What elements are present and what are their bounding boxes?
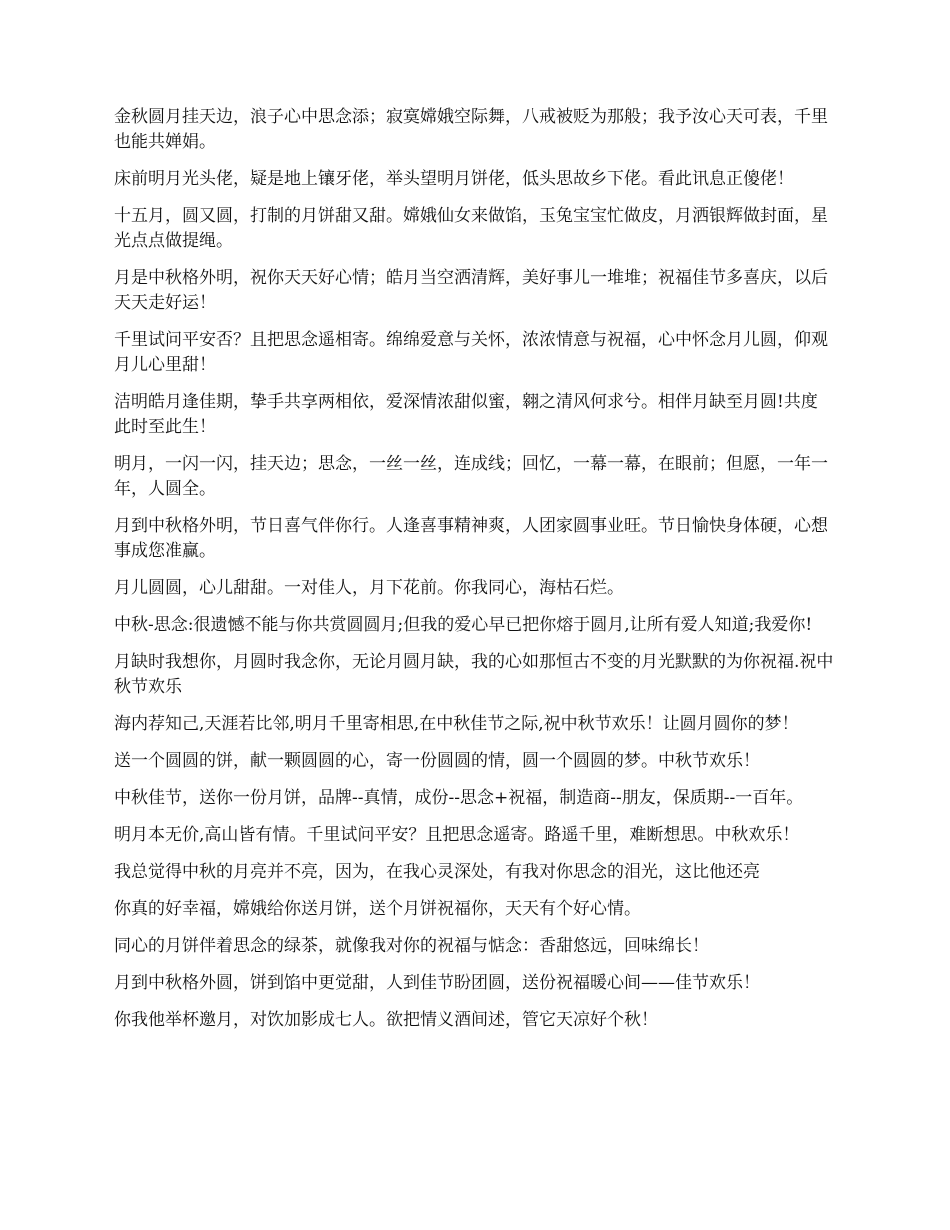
paragraph: 你真的好幸福，嫦娥给你送月饼，送个月饼祝福你，天天有个好心情。 [114, 899, 641, 919]
paragraph: 月是中秋格外明，祝你天天好心情；皓月当空洒清辉，美好事儿一堆堆；祝福佳节多喜庆，以后天天走好运！ [114, 268, 828, 313]
document-body [114, 105, 834, 1045]
paragraph: 月到中秋格外圆，饼到馅中更觉甜，人到佳节盼团圆，送份祝福暖心间——佳节欢乐！ [114, 973, 760, 993]
paragraph: 明月，一闪一闪，挂天边；思念，一丝一丝，连成线；回忆，一幕一幕，在眼前；但愿，一年一年，人圆全。 [114, 454, 828, 499]
paragraph: 海内荐知己,天涯若比邻,明月千里寄相思,在中秋佳节之际,祝中秋节欢乐！让圆月圆你的梦！ [114, 714, 799, 734]
paragraph: 送一个圆圆的饼，献一颗圆圆的心，寄一份圆圆的情，圆一个圆圆的梦。中秋节欢乐！ [114, 751, 760, 771]
paragraph: 床前明月光头佬，疑是地上镶牙佬，举头望明月饼佬，低头思故乡下佬。看此讯息正傻佬！ [114, 169, 794, 189]
paragraph: 千里试问平安否？且把思念遥相寄。绵绵爱意与关怀，浓浓情意与祝福，心中怀念月儿圆，仰观月儿心里甜！ [114, 330, 828, 375]
paragraph: 月儿圆圆，心儿甜甜。一对佳人，月下花前。你我同心，海枯石烂。 [114, 578, 624, 598]
paragraph: 金秋圆月挂天边，浪子心中思念添；寂寞嫦娥空际舞，八戒被贬为那般；我予汝心天可表，千里也能共婵娟。 [114, 107, 828, 152]
paragraph: 洁明皓月逢佳期，挚手共享两相依，爱深情浓甜似蜜，翱之清风何求兮。相伴月缺至月圆!共度此时至此生！ [114, 392, 818, 437]
paragraph: 我总觉得中秋的月亮并不亮，因为，在我心灵深处，有我对你思念的泪光，这比他还亮 [114, 862, 760, 882]
paragraph: 月到中秋格外明，节日喜气伴你行。人逢喜事精神爽，人团家圆事业旺。节日愉快身体硬，心想事成您准赢。 [114, 516, 828, 561]
paragraph: 你我他举杯邀月，对饮加影成七人。欲把情义酒间述，管它天凉好个秋！ [114, 1010, 658, 1030]
paragraph: 同心的月饼伴着思念的绿茶，就像我对你的祝福与惦念：香甜悠远，回味绵长！ [114, 936, 709, 956]
paragraph: 明月本无价,高山皆有情。千里试问平安？且把思念遥寄。路遥千里，难断想思。中秋欢乐！ [114, 825, 800, 845]
paragraph: 月缺时我想你，月圆时我念你，无论月圆月缺，我的心如那恒古不变的月光默默的为你祝福.祝中秋节欢乐 [114, 652, 834, 697]
paragraph: 中秋-思念:很遗憾不能与你共赏圆圆月;但我的爱心早已把你熔于圆月,让所有爱人知道;我爱你! [114, 615, 813, 635]
paragraph: 中秋佳节，送你一份月饼，品牌--真情，成份--思念+祝福，制造商--朋友，保质期--一百年。 [114, 788, 804, 808]
paragraph: 十五月，圆又圆，打制的月饼甜又甜。嫦娥仙女来做馅，玉兔宝宝忙做皮，月洒银辉做封面，星光点点做提绳。 [114, 206, 828, 251]
